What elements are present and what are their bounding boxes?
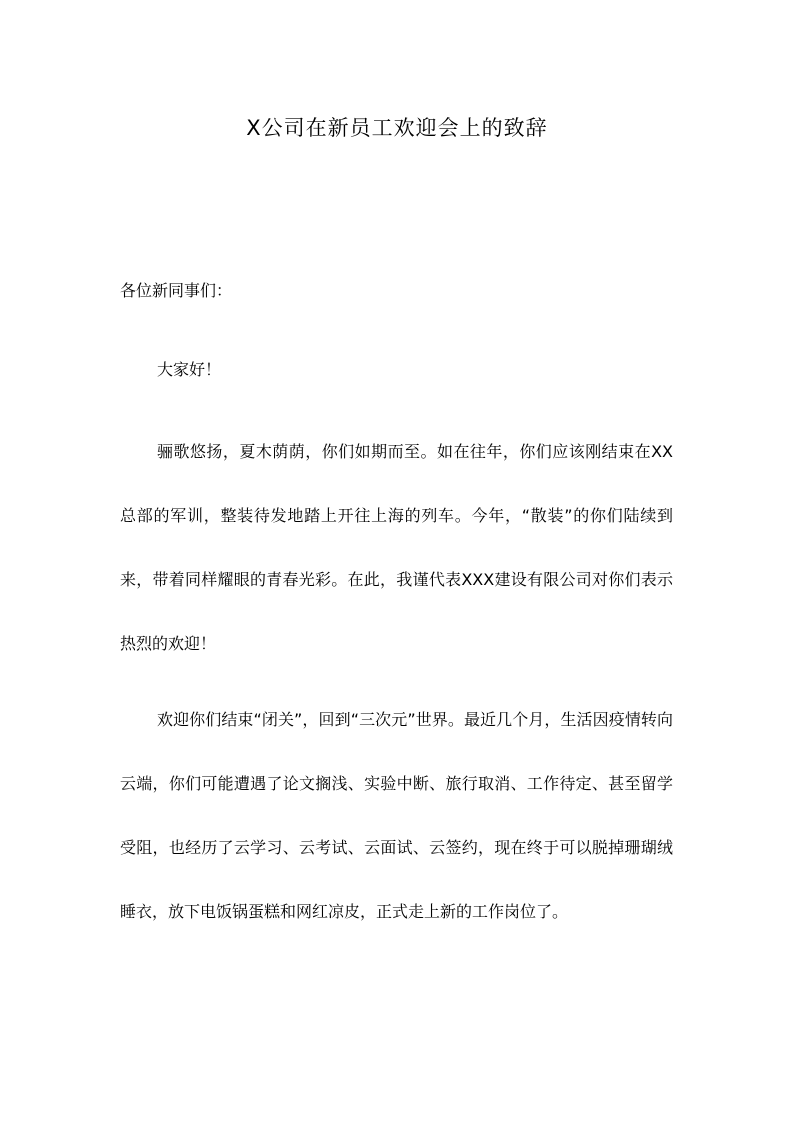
document-title: X公司在新员工欢迎会上的致辞 [246, 116, 548, 140]
paragraph-1: 骊歌悠扬，夏木荫荫，你们如期而至。如在往年，你们应该刚结束在XX总部的军训，整装待发地踏上开往上海的列车。今年，“散装”的你们陆续到来，带着同样耀眼的青春光彩。在此，我谨代表XXX建设有限公司对你们表示热烈的欢迎！ [120, 442, 673, 653]
salutation: 各位新同事们： [120, 281, 233, 300]
paragraph-2: 欢迎你们结束“闭关”，回到“三次元”世界。最近几个月，生活因疫情转向云端，你们可能遭遇了论文搁浅、实验中断、旅行取消、工作待定、甚至留学受阻，也经历了云学习、云考试、云面试、云签约，现在终于可以脱掉珊瑚绒睡衣，放下电饭锅蛋糕和网红凉皮，正式走上新的工作岗位了。 [120, 710, 673, 921]
greeting: 大家好！ [157, 360, 222, 379]
